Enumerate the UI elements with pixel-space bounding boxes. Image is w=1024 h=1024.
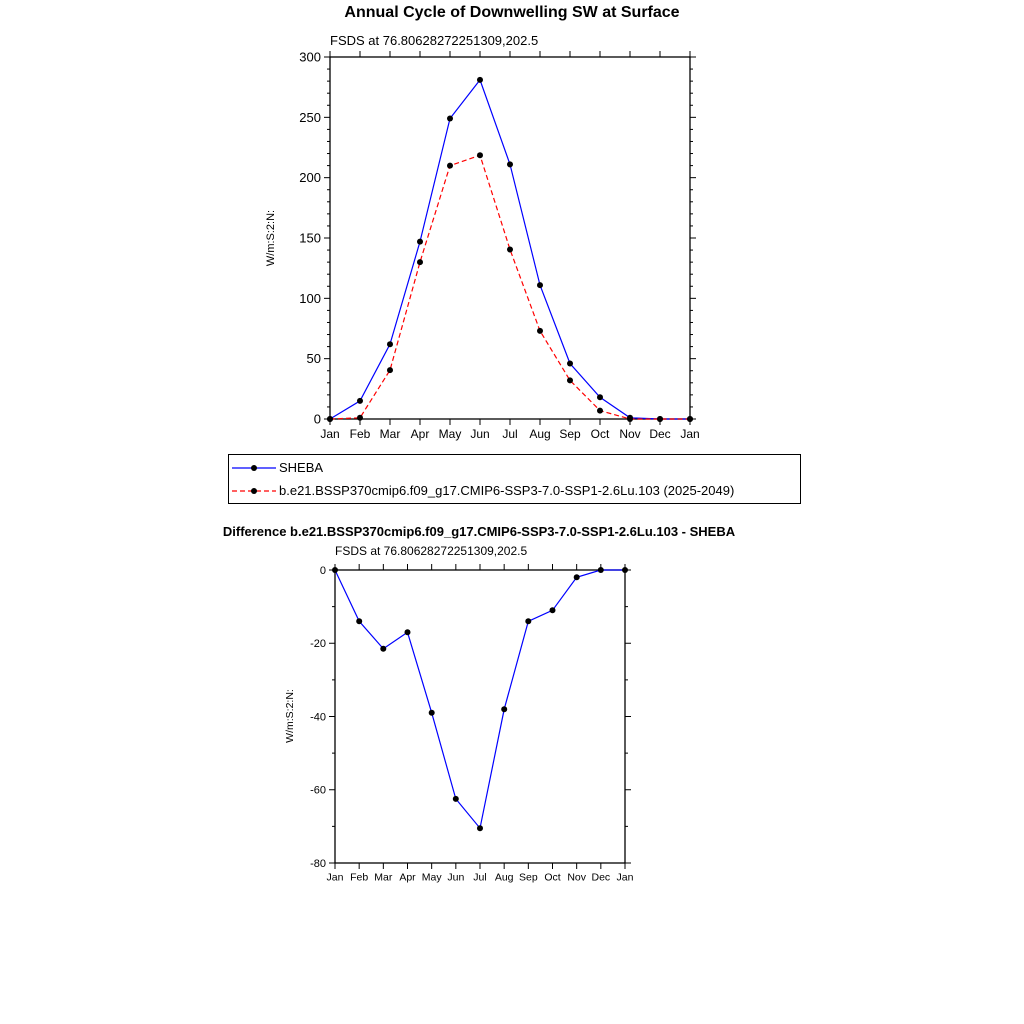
x-tick-label: Mar — [374, 871, 393, 884]
y-tick-label: -20 — [310, 638, 326, 651]
y-tick-label: 0 — [313, 411, 321, 427]
data-point-marker — [453, 796, 459, 802]
data-point-marker — [598, 567, 604, 573]
x-tick-label: Oct — [590, 427, 610, 441]
top-chart-title: Annual Cycle of Downwelling SW at Surface — [344, 4, 680, 21]
data-point-marker — [657, 416, 663, 422]
y-tick-label: -80 — [310, 857, 326, 870]
legend-marker — [251, 488, 257, 494]
x-tick-label: May — [421, 871, 442, 884]
y-tick-label: 50 — [306, 351, 321, 367]
data-point-marker — [417, 259, 423, 265]
x-tick-label: Jan — [680, 427, 700, 441]
legend-marker — [251, 465, 257, 471]
x-tick-label: Jul — [502, 427, 518, 441]
data-point-marker — [687, 416, 693, 422]
top-chart-left-string: FSDS at 76.80628272251309,202.5 — [330, 33, 539, 48]
data-point-marker — [417, 239, 423, 245]
legend-box — [228, 454, 801, 504]
data-point-marker — [477, 77, 483, 83]
x-tick-label: Oct — [544, 871, 561, 884]
data-point-marker — [627, 416, 633, 422]
x-tick-label: Jun — [470, 427, 490, 441]
x-tick-label: Jun — [447, 871, 465, 884]
data-point-marker — [357, 398, 363, 404]
x-tick-label: May — [438, 427, 462, 441]
y-tick-label: -60 — [310, 784, 326, 797]
data-point-marker — [501, 706, 507, 712]
x-tick-label: Feb — [350, 871, 369, 884]
y-tick-label: 200 — [299, 170, 321, 186]
y-tick-label: 250 — [299, 109, 321, 125]
y-tick-label: 300 — [299, 49, 321, 65]
data-point-marker — [567, 361, 573, 367]
bottom-chart-title: Difference b.e21.BSSP370cmip6.f09_g17.CMIP6-SSP3-7.0-SSP1-2.6Lu.103 - SHEBA — [222, 524, 736, 539]
legend-label-model: b.e21.BSSP370cmip6.f09_g17.CMIP6-SSP3-7.0-SSP1-2.6Lu.103 (2025-2049) — [279, 483, 735, 498]
data-point-marker — [567, 377, 573, 383]
x-tick-label: Jan — [616, 871, 634, 884]
legend-row-sheba — [229, 456, 800, 479]
data-point-marker — [507, 247, 513, 253]
x-tick-label: Sep — [518, 871, 538, 884]
x-tick-label: Dec — [649, 427, 671, 441]
x-tick-label: Apr — [410, 427, 430, 441]
x-tick-label: Aug — [494, 871, 514, 884]
data-point-marker — [327, 416, 333, 422]
bottom-chart-y-axis-label: W/m:S:2:N: — [284, 689, 296, 743]
data-point-marker — [597, 394, 603, 400]
x-tick-label: Nov — [567, 871, 587, 884]
legend-line-sample-sheba — [229, 459, 279, 477]
x-tick-label: Dec — [591, 871, 611, 884]
legend-line-sample-model — [229, 482, 279, 500]
y-tick-label: 0 — [319, 564, 326, 577]
data-point-marker — [537, 282, 543, 288]
plot-frame — [330, 57, 690, 419]
data-point-marker — [405, 629, 411, 635]
data-point-marker — [477, 825, 483, 831]
data-point-marker — [387, 367, 393, 373]
bottom-chart-left-string: FSDS at 76.80628272251309,202.5 — [335, 544, 528, 558]
data-point-marker — [574, 574, 580, 580]
data-point-marker — [357, 415, 363, 421]
x-tick-label: Apr — [399, 871, 416, 884]
data-point-marker — [387, 341, 393, 347]
y-tick-label: 150 — [299, 230, 321, 246]
data-point-marker — [507, 161, 513, 167]
data-point-marker — [332, 567, 338, 573]
x-tick-label: Nov — [619, 427, 641, 441]
data-point-marker — [537, 328, 543, 334]
x-tick-label: Jan — [320, 427, 340, 441]
x-tick-label: Mar — [379, 427, 401, 441]
x-tick-label: Sep — [559, 427, 581, 441]
data-point-marker — [477, 152, 483, 158]
top-chart-y-axis-label: W/m:S:2:N: — [265, 209, 277, 267]
data-point-marker — [356, 618, 362, 624]
legend-row-model — [229, 479, 800, 502]
data-point-marker — [447, 163, 453, 169]
series-line — [335, 570, 625, 828]
data-point-marker — [429, 710, 435, 716]
y-tick-label: -40 — [310, 711, 326, 724]
series-line — [330, 155, 690, 419]
x-tick-label: Jan — [326, 871, 344, 884]
data-point-marker — [597, 408, 603, 414]
x-tick-label: Aug — [529, 427, 551, 441]
data-point-marker — [622, 567, 628, 573]
data-point-marker — [447, 116, 453, 122]
data-point-marker — [380, 646, 386, 652]
data-point-marker — [525, 618, 531, 624]
data-point-marker — [550, 607, 556, 613]
plot-frame — [335, 570, 625, 863]
legend-label-sheba: SHEBA — [279, 460, 324, 475]
y-tick-label: 100 — [299, 290, 321, 306]
x-tick-label: Jul — [473, 871, 487, 884]
x-tick-label: Feb — [349, 427, 371, 441]
